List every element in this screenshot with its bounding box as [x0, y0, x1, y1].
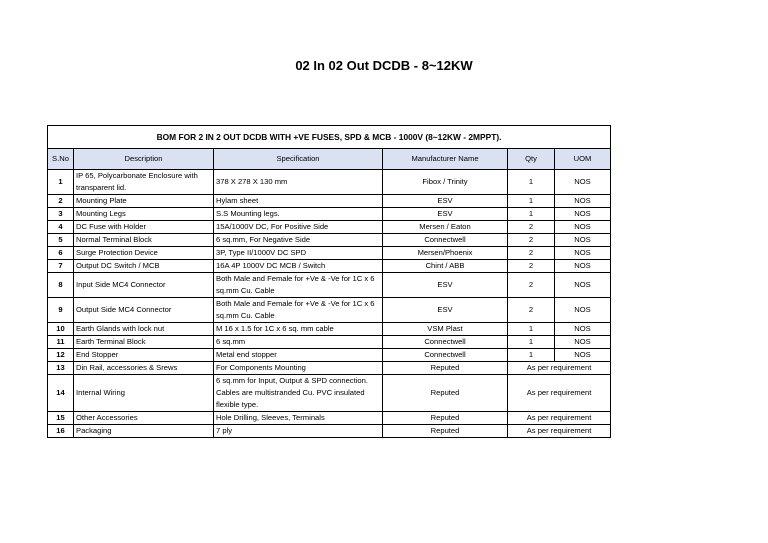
table-row [48, 375, 611, 412]
cell-manufacturer: Reputed [383, 425, 508, 438]
table-row [48, 195, 611, 208]
cell-qty-uom: As per requirement [508, 362, 611, 375]
cell-sno: 7 [48, 260, 74, 273]
cell-uom: NOS [555, 195, 611, 208]
cell-specification: 6 sq.mm, For Negative Side [214, 234, 383, 247]
cell-sno: 15 [48, 412, 74, 425]
table-row [48, 425, 611, 438]
cell-manufacturer: Connectwell [383, 234, 508, 247]
cell-description: Din Rail, accessories & Srews [74, 362, 214, 375]
table-row [48, 260, 611, 273]
cell-specification: For Components Mounting [214, 362, 383, 375]
cell-description: Mounting Plate [74, 195, 214, 208]
cell-description: DC Fuse with Holder [74, 221, 214, 234]
table-caption-row [48, 126, 611, 149]
document-title: 02 In 02 Out DCDB - 8~12KW [295, 58, 473, 73]
cell-specification: 15A/1000V DC, For Positive Side [214, 221, 383, 234]
cell-description: Earth Glands with lock nut [74, 323, 214, 336]
cell-manufacturer: Mersen / Eaton [383, 221, 508, 234]
table-row [48, 362, 611, 375]
table-body [48, 170, 611, 438]
cell-sno: 14 [48, 375, 74, 412]
cell-description: Earth Terminal Block [74, 336, 214, 349]
cell-uom: NOS [555, 260, 611, 273]
cell-sno: 10 [48, 323, 74, 336]
column-header-manufacturer: Manufacturer Name [383, 149, 508, 170]
cell-specification: Both Male and Female for +Ve & -Ve for 1C x 6 sq.mm Cu. Cable [214, 298, 383, 323]
cell-qty: 2 [508, 298, 555, 323]
cell-description: Output Side MC4 Connector [74, 298, 214, 323]
cell-specification: 378 X 278 X 130 mm [214, 170, 383, 195]
cell-description: Internal Wiring [74, 375, 214, 412]
column-header-specification: Specification [214, 149, 383, 170]
cell-specification: Both Male and Female for +Ve & -Ve for 1C x 6 sq.mm Cu. Cable [214, 273, 383, 298]
cell-qty: 2 [508, 247, 555, 260]
cell-description: IP 65, Polycarbonate Enclosure with transparent lid. [74, 170, 214, 195]
column-header-sno: S.No [48, 149, 74, 170]
cell-qty: 2 [508, 273, 555, 298]
cell-manufacturer: Connectwell [383, 336, 508, 349]
table-row [48, 273, 611, 298]
cell-sno: 2 [48, 195, 74, 208]
cell-specification: Metal end stopper [214, 349, 383, 362]
cell-qty: 1 [508, 208, 555, 221]
cell-qty: 1 [508, 336, 555, 349]
cell-description: Packaging [74, 425, 214, 438]
cell-qty-uom: As per requirement [508, 412, 611, 425]
cell-uom: NOS [555, 170, 611, 195]
cell-manufacturer: Chint / ABB [383, 260, 508, 273]
cell-uom: NOS [555, 349, 611, 362]
table-row [48, 323, 611, 336]
cell-uom: NOS [555, 208, 611, 221]
cell-uom: NOS [555, 234, 611, 247]
cell-specification: 3P, Type II/1000V DC SPD [214, 247, 383, 260]
cell-uom: NOS [555, 336, 611, 349]
table-row [48, 208, 611, 221]
cell-manufacturer: VSM Plast [383, 323, 508, 336]
cell-sno: 11 [48, 336, 74, 349]
cell-qty: 2 [508, 234, 555, 247]
cell-sno: 5 [48, 234, 74, 247]
cell-manufacturer: Reputed [383, 375, 508, 412]
cell-specification: Hylam sheet [214, 195, 383, 208]
table-caption: BOM FOR 2 IN 2 OUT DCDB WITH +VE FUSES, SPD & MCB - 1000V (8~12KW - 2MPPT). [48, 126, 611, 149]
cell-qty: 1 [508, 349, 555, 362]
cell-manufacturer: ESV [383, 298, 508, 323]
cell-manufacturer: ESV [383, 273, 508, 298]
column-header-description: Description [74, 149, 214, 170]
table-row [48, 349, 611, 362]
cell-manufacturer: Mersen/Phoenix [383, 247, 508, 260]
cell-qty: 1 [508, 195, 555, 208]
cell-uom: NOS [555, 221, 611, 234]
cell-qty: 2 [508, 260, 555, 273]
cell-sno: 13 [48, 362, 74, 375]
table-row [48, 298, 611, 323]
cell-sno: 9 [48, 298, 74, 323]
cell-qty-uom: As per requirement [508, 425, 611, 438]
cell-specification: Hole Drilling, Sleeves, Terminals [214, 412, 383, 425]
cell-uom: NOS [555, 323, 611, 336]
cell-specification: 6 sq.mm for Input, Output & SPD connection. Cables are multistranded Cu. PVC insulated flexible type. [214, 375, 383, 412]
cell-uom: NOS [555, 298, 611, 323]
cell-specification: M 16 x 1.5 for 1C x 6 sq. mm cable [214, 323, 383, 336]
column-header-uom: UOM [555, 149, 611, 170]
table-row [48, 247, 611, 260]
table-row [48, 221, 611, 234]
bom-table [47, 125, 611, 438]
cell-description: Input Side MC4 Connector [74, 273, 214, 298]
cell-sno: 8 [48, 273, 74, 298]
cell-manufacturer: Reputed [383, 362, 508, 375]
cell-specification: S.S Mounting legs. [214, 208, 383, 221]
cell-qty: 1 [508, 323, 555, 336]
cell-manufacturer: Connectwell [383, 349, 508, 362]
cell-description: Other Accessories [74, 412, 214, 425]
table-row [48, 170, 611, 195]
cell-specification: 16A 4P 1000V DC MCB / Switch [214, 260, 383, 273]
cell-sno: 3 [48, 208, 74, 221]
cell-sno: 16 [48, 425, 74, 438]
cell-sno: 12 [48, 349, 74, 362]
cell-sno: 6 [48, 247, 74, 260]
cell-specification: 7 ply [214, 425, 383, 438]
table-row [48, 234, 611, 247]
cell-description: Mounting Legs [74, 208, 214, 221]
column-header-qty: Qty [508, 149, 555, 170]
cell-description: End Stopper [74, 349, 214, 362]
cell-specification: 6 sq.mm [214, 336, 383, 349]
cell-sno: 4 [48, 221, 74, 234]
table-row [48, 412, 611, 425]
cell-description: Normal Terminal Block [74, 234, 214, 247]
cell-description: Surge Protection Device [74, 247, 214, 260]
cell-manufacturer: Fibox / Trinity [383, 170, 508, 195]
cell-manufacturer: Reputed [383, 412, 508, 425]
cell-qty-uom: As per requirement [508, 375, 611, 412]
cell-description: Output DC Switch / MCB [74, 260, 214, 273]
cell-manufacturer: ESV [383, 195, 508, 208]
cell-qty: 2 [508, 221, 555, 234]
cell-qty: 1 [508, 170, 555, 195]
cell-manufacturer: ESV [383, 208, 508, 221]
cell-uom: NOS [555, 273, 611, 298]
table-header-row [48, 149, 611, 170]
cell-sno: 1 [48, 170, 74, 195]
table-row [48, 336, 611, 349]
cell-uom: NOS [555, 247, 611, 260]
